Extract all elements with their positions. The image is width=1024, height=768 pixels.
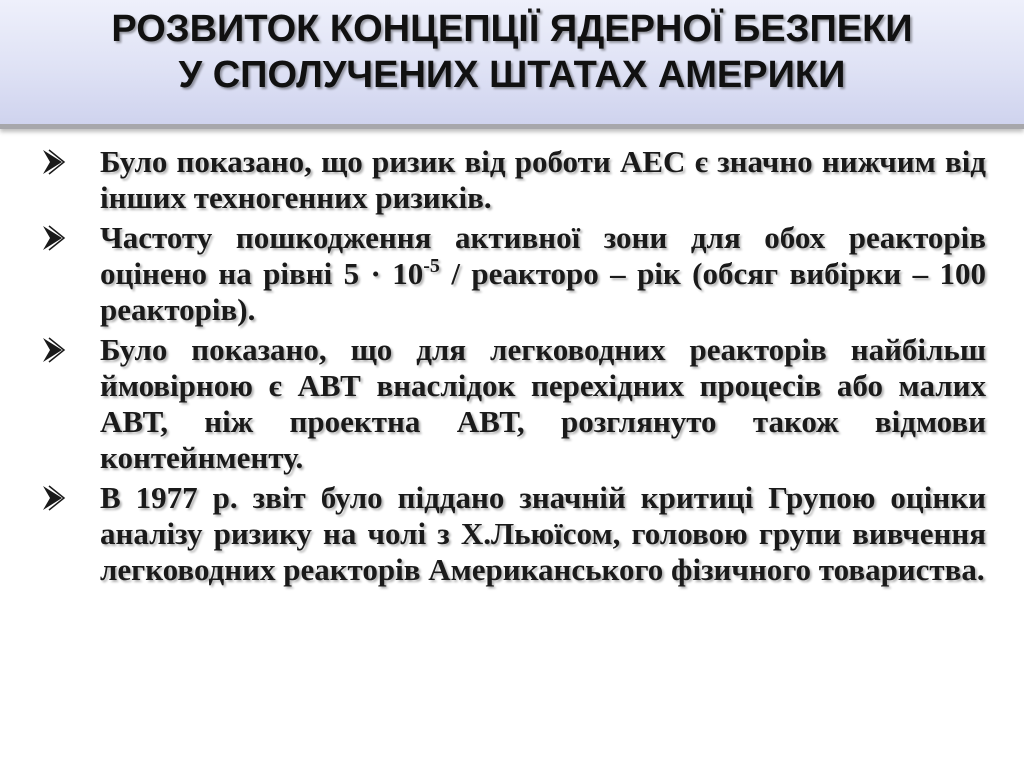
arrow-bullet-icon <box>40 224 66 252</box>
slide-title <box>0 6 1024 98</box>
title-line-2: У СПОЛУЧЕНИХ ШТАТАХ АМЕРИКИ <box>178 54 846 96</box>
title-band <box>0 0 1024 129</box>
list-item-text-after: / реакторо – рік (обсяг вибірки – 100 реакторів). <box>100 256 987 327</box>
arrow-bullet-icon <box>40 148 66 176</box>
list-item-text: Було показано, що для легководних реакторів найбільш ймовірною є АВТ внаслідок перехідних процесів або малих АВТ, ніж проектна АВТ, розглянуто також відмови контейнменту. <box>100 332 986 475</box>
title-line-1: РОЗВИТОК КОНЦЕПЦІЇ ЯДЕРНОЇ БЕЗПЕКИ <box>111 8 913 50</box>
list-item <box>40 332 986 476</box>
list-item <box>40 220 986 328</box>
exponent: -5 <box>423 255 440 277</box>
list-item-text-before: Частоту пошкодження активної зони для обох реакторів оцінено на рівні 5 · 10 <box>100 220 986 291</box>
list-item-text: В 1977 р. звіт було піддано значній критиці Групою оцінки аналізу ризику на чолі з Х.Льюїсом, головою групи вивчення легководних реакторів Американського фізичного товариства. <box>100 480 986 587</box>
list-item <box>40 480 986 588</box>
list-item-text <box>100 220 986 327</box>
arrow-bullet-icon <box>40 336 66 364</box>
arrow-bullet-icon <box>40 484 66 512</box>
list-item-text: Було показано, що ризик від роботи АЕС є значно нижчим від інших техногенних ризиків. <box>100 144 986 215</box>
bullet-list <box>40 144 986 592</box>
list-item <box>40 144 986 216</box>
